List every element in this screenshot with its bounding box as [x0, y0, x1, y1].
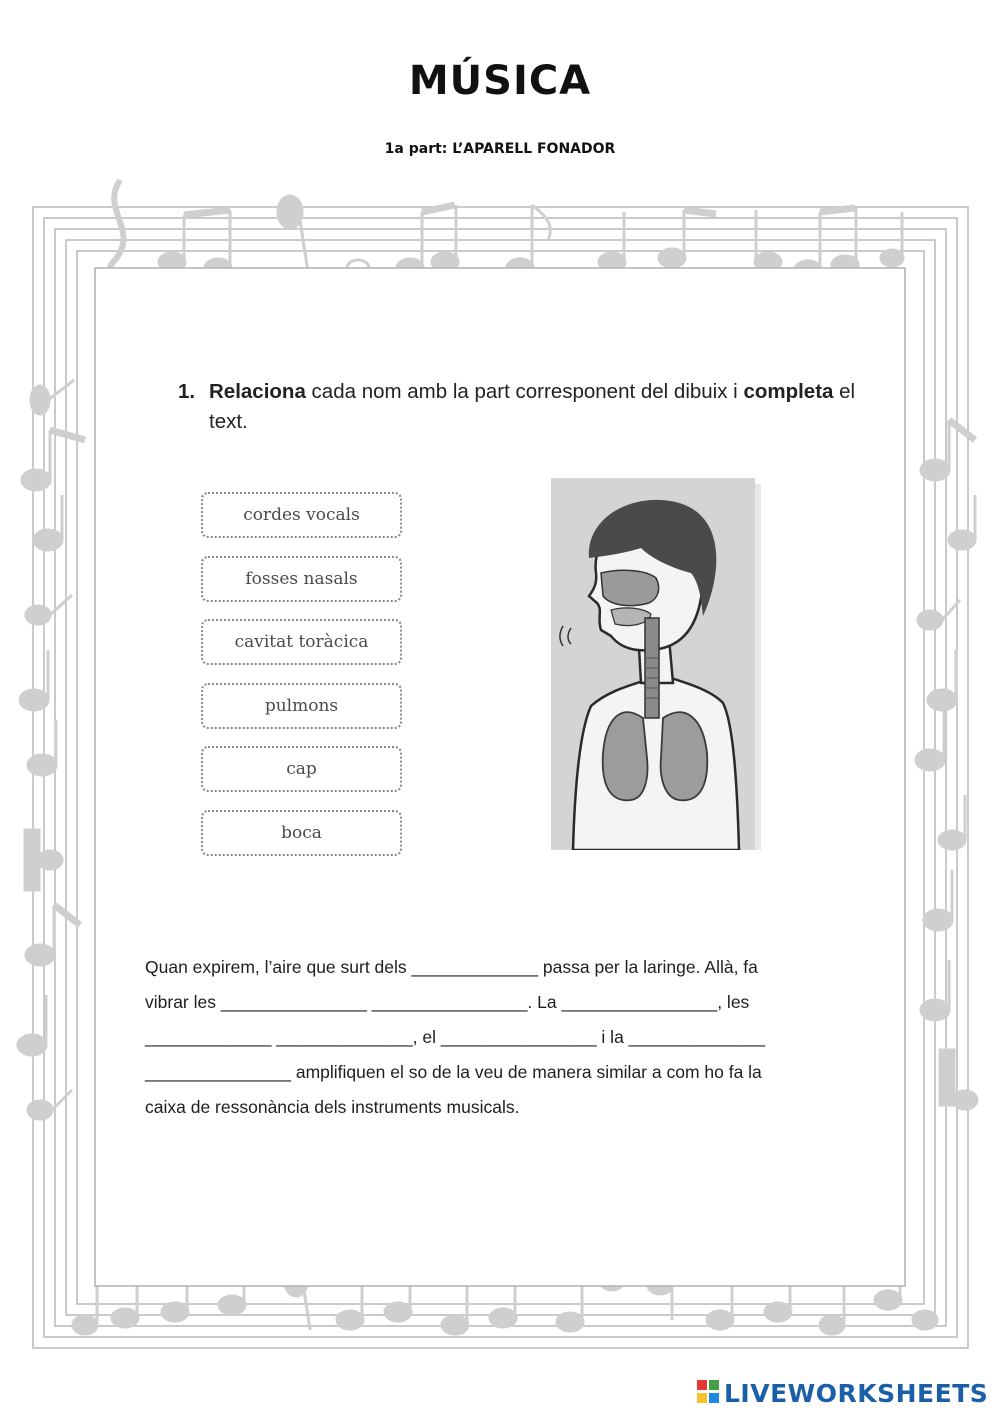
word-box-cavitat-toracica[interactable]: cavitat toràcica [201, 619, 402, 665]
vocal-apparatus-illustration [551, 478, 761, 850]
brand-name: LIVEWORKSHEETS [724, 1378, 989, 1408]
word-bank [201, 492, 402, 873]
page-title: MÚSICA [408, 58, 592, 104]
word-box-boca[interactable]: boca [201, 810, 402, 856]
word-box-cordes-vocals[interactable]: cordes vocals [201, 492, 402, 538]
paragraph-line: caixa de ressonància dels instruments musicals. [145, 1097, 520, 1117]
instruction-text-2: el text. [209, 380, 856, 433]
liveworksheets-logo [697, 1376, 988, 1410]
paragraph-line: _____________ ______________, el ________________ i la ______________ [145, 1027, 765, 1047]
fill-in-paragraph [145, 950, 875, 1125]
liveworksheets-logo-icon [697, 1380, 721, 1406]
paragraph-line: Quan expirem, l’aire que surt dels _____________ passa per la laringe. Allà, fa [145, 957, 758, 977]
instruction-bold-completa: completa [743, 380, 834, 403]
word-box-cap[interactable]: cap [201, 746, 402, 792]
word-box-fosses-nasals[interactable]: fosses nasals [201, 556, 402, 602]
exercise-instruction [178, 377, 858, 437]
exercise-number: 1. [178, 380, 196, 403]
word-box-pulmons[interactable]: pulmons [201, 683, 402, 729]
paragraph-line: vibrar les _______________ ________________. La ________________, les [145, 992, 750, 1012]
page-subtitle: 1a part: L’APARELL FONADOR [384, 141, 616, 157]
paragraph-line: _______________ amplifiquen el so de la veu de manera similar a com ho fa la [145, 1062, 762, 1082]
instruction-bold-relaciona: Relaciona [209, 380, 306, 403]
instruction-text-1: cada nom amb la part corresponent del dibuix i [305, 380, 744, 403]
